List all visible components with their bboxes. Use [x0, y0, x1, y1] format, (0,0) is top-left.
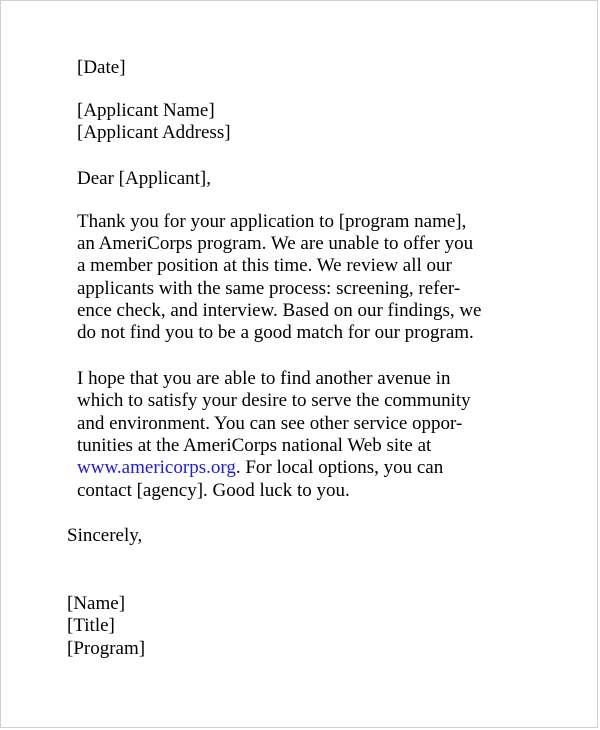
- paragraph1-line: a member position at this time. We review all our: [77, 255, 452, 276]
- signer-title: [Title]: [67, 615, 115, 636]
- americorps-link[interactable]: www.americorps.org: [77, 457, 236, 478]
- paragraph2-line: tunities at the AmeriCorps national Web site at: [77, 435, 432, 456]
- paragraph2-line: which to satisfy your desire to serve the community: [77, 390, 471, 411]
- paragraph2-line: and environment. You can see other service oppor-: [77, 413, 463, 434]
- paragraph1-line: ence check, and interview. Based on our findings, we: [77, 300, 482, 321]
- paragraph1-line: an AmeriCorps program. We are unable to offer you: [77, 233, 474, 254]
- paragraph2-link-line: [77, 457, 443, 479]
- signer-name: [Name]: [67, 593, 126, 614]
- paragraph2-line-rest: . For local options, you can: [235, 457, 444, 478]
- paragraph1-line: Thank you for your application to [program name],: [77, 211, 467, 232]
- salutation: Dear [Applicant],: [77, 168, 211, 189]
- paragraph2-line: I hope that you are able to find another avenue in: [77, 368, 451, 389]
- signer-program: [Program]: [67, 638, 146, 659]
- closing: Sincerely,: [67, 525, 143, 546]
- applicant-address: [Applicant Address]: [77, 122, 231, 143]
- paragraph1-line: applicants with the same process: screening, refer-: [77, 278, 461, 299]
- paragraph2-line: contact [agency]. Good luck to you.: [77, 480, 350, 501]
- paragraph1-line: do not find you to be a good match for our program.: [77, 322, 474, 343]
- letter-date: [Date]: [77, 57, 126, 78]
- applicant-name: [Applicant Name]: [77, 100, 215, 121]
